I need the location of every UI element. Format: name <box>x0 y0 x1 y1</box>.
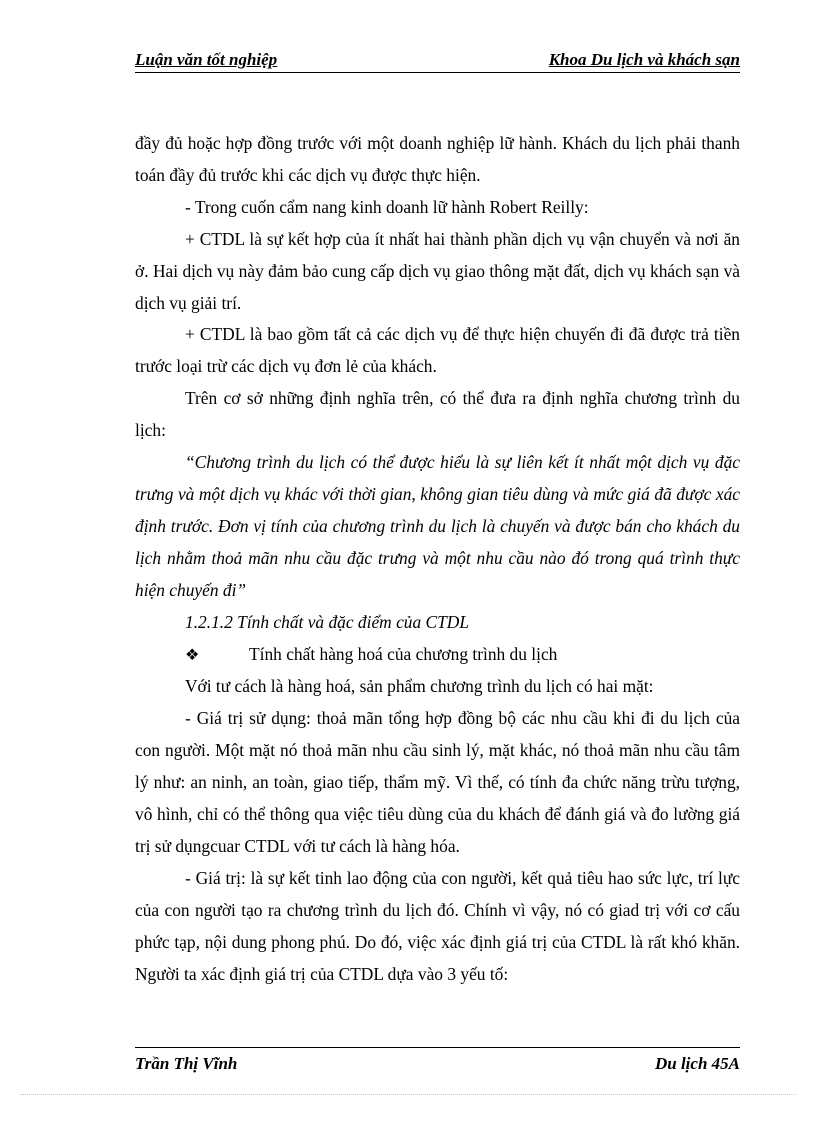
paragraph-two-aspects: Với tư cách là hàng hoá, sản phẩm chương trình du lịch có hai mặt: <box>185 676 654 697</box>
section-heading: 1.2.1.2 Tính chất và đặc điểm của CTDL <box>185 611 470 632</box>
bullet-heading-text: Tính chất hàng hoá của chương trình du lịch <box>249 643 558 664</box>
diamond-bullet-icon: ❖ <box>185 646 200 664</box>
definition-quote: “Chương trình du lịch có thể được hiểu là sự liên kết ít nhất một dịch vụ đặc trưng và một dịch vụ khác với thời gian, không gian tiêu dùng và mức giá đã được xác định trước. Đơn vị tính của chương trình du lịch là chuyến và được bán cho khách du lịch nhằm thoả mãn nhu cầu đặc trưng và một nhu cầu nào đó trong quá trình thực hiện chuyến đi” <box>135 452 740 600</box>
footer-author: Trần Thị Vĩnh <box>135 1054 238 1073</box>
footer-class: Du lịch 45A <box>654 1054 740 1073</box>
paragraph-definition-intro: Trên cơ sở những định nghĩa trên, có thể đưa ra định nghĩa chương trình du lịch: <box>135 388 740 441</box>
paragraph-value: - Giá trị: là sự kết tinh lao động của con người, kết quả tiêu hao sức lực, trí lực của con người tạo ra chương trình du lịch đó. Chính vì vậy, nó có giad trị với cơ cấu phức tạp, nội dung phong phú. Do đó, việc xác định giá trị của CTDL là rất khó khăn. Người ta xác định giá trị của CTDL dựa vào 3 yếu tố: <box>135 867 740 984</box>
header-faculty: Khoa Du lịch và khách sạn <box>548 50 740 69</box>
header-thesis-title: Luận văn tốt nghiệp <box>135 50 278 69</box>
paragraph-reilly-def-2: + CTDL là bao gồm tất cả các dịch vụ để thực hiện chuyến đi đã được trả tiền trước loại trừ các dịch vụ đơn lẻ của khách. <box>135 324 740 377</box>
paragraph-reilly-intro: - Trong cuốn cẩm nang kinh doanh lữ hành Robert Reilly: <box>185 196 589 217</box>
paragraph-continuation: đầy đủ hoặc hợp đồng trước với một doanh nghiệp lữ hành. Khách du lịch phải thanh toán đầy đủ trước khi các dịch vụ được thực hiện. <box>135 133 740 185</box>
paragraph-reilly-def-1: + CTDL là sự kết hợp của ít nhất hai thành phần dịch vụ vận chuyển và nơi ăn ở. Hai dịch vụ này đảm bảo cung cấp dịch vụ giao thông mặt đất, dịch vụ khách sạn và dịch vụ giải trí. <box>135 228 740 313</box>
page-footer <box>135 1047 740 1076</box>
page-body <box>135 128 740 990</box>
bullet-heading <box>135 639 740 672</box>
paragraph-use-value: - Giá trị sử dụng: thoả mãn tổng hợp đồng bộ các nhu cầu khi đi du lịch của con người. Một mặt nó thoả mãn nhu cầu sinh lý, mặt khác, nó thoả mãn nhu cầu tâm lý như: an ninh, an toàn, giao tiếp, thẩm mỹ. Vì thế, có tính đa chức năng trừu tượng, vô hình, chỉ có thể thông qua việc tiêu dùng của du khách để đánh giá và đo lường giá trị sử dụngcuar CTDL với tư cách là hàng hóa. <box>135 708 740 856</box>
page-bottom-edge <box>20 1094 796 1095</box>
page-header <box>135 48 740 73</box>
